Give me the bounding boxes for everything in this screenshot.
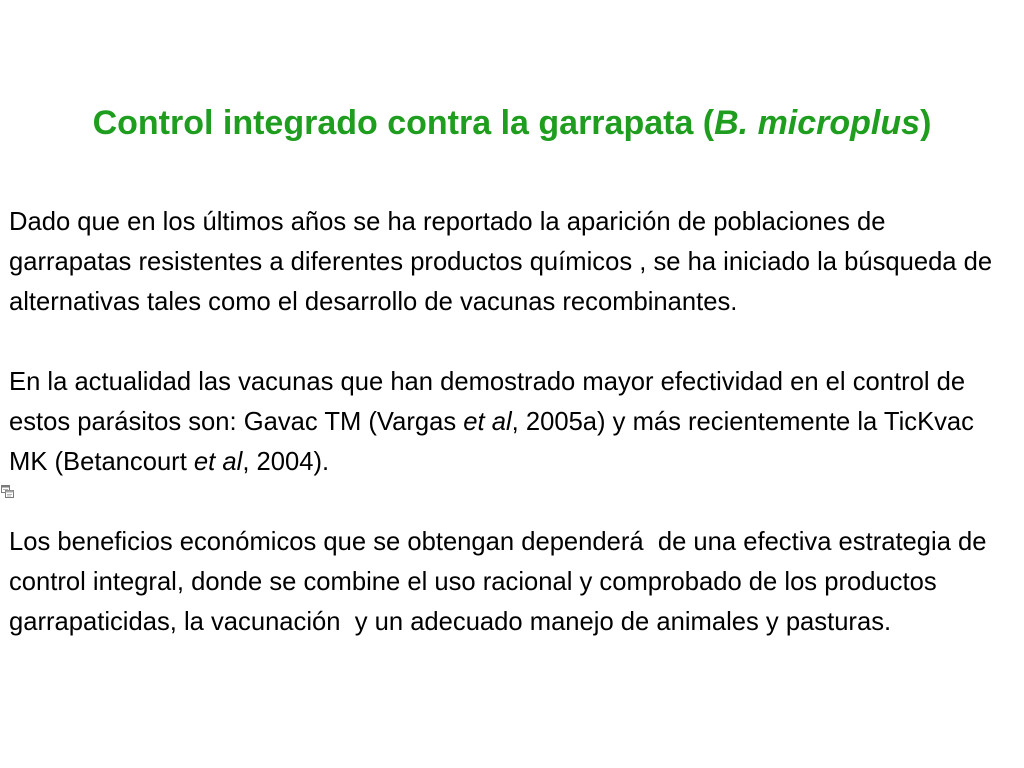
paragraph-2-line-3-text-after: , 2004).: [242, 448, 330, 476]
paragraph-1-line-1: Dado que en los últimos años se ha reportado la aparición de poblaciones de: [9, 208, 886, 236]
slide-title-suffix: ): [920, 104, 932, 142]
paragraph-3: [9, 522, 1019, 642]
paragraph-3-line-2: control integral, donde se combine el uso racional y comprobado de los productos: [9, 568, 937, 596]
slide-title-prefix: Control integrado contra la garrapata (: [92, 104, 715, 142]
paragraph-2-line-3: [9, 442, 1019, 482]
slide-title: [0, 103, 1024, 143]
paragraph-2-line-1: En la actualidad las vacunas que han demostrado mayor efectividad en el control de: [9, 368, 966, 396]
paragraph-2-line-2-text-before: estos parásitos son: Gavac TM (Vargas: [9, 408, 464, 436]
paragraph-2-line-2-text-after: , 2005a) y más recientemente la TicKvac: [511, 408, 974, 436]
slide-title-species: B. microplus: [714, 104, 921, 142]
paragraph-2: [9, 362, 1019, 482]
paragraph-1: [9, 202, 1019, 322]
paragraph-2-line-3-text-before: MK (Betancourt: [9, 448, 194, 476]
citation-et-al: et al: [463, 408, 512, 436]
citation-et-al: et al: [193, 448, 243, 476]
paragraph-3-line-1: Los beneficios económicos que se obtengan dependerá de una efectiva estrategia de: [9, 528, 987, 556]
slide-body: [9, 202, 1019, 642]
paragraph-1-line-3: alternativas tales como el desarrollo de vacunas recombinantes.: [9, 288, 738, 316]
paragraph-1-line-2: garrapatas resistentes a diferentes productos químicos , se ha iniciado la búsqueda de: [9, 248, 993, 276]
paragraph-3-line-3: garrapaticidas, la vacunación y un adecuado manejo de animales y pasturas.: [9, 608, 892, 636]
paragraph-2-line-2: [9, 402, 1019, 442]
embedded-object-icon: [1, 485, 14, 498]
